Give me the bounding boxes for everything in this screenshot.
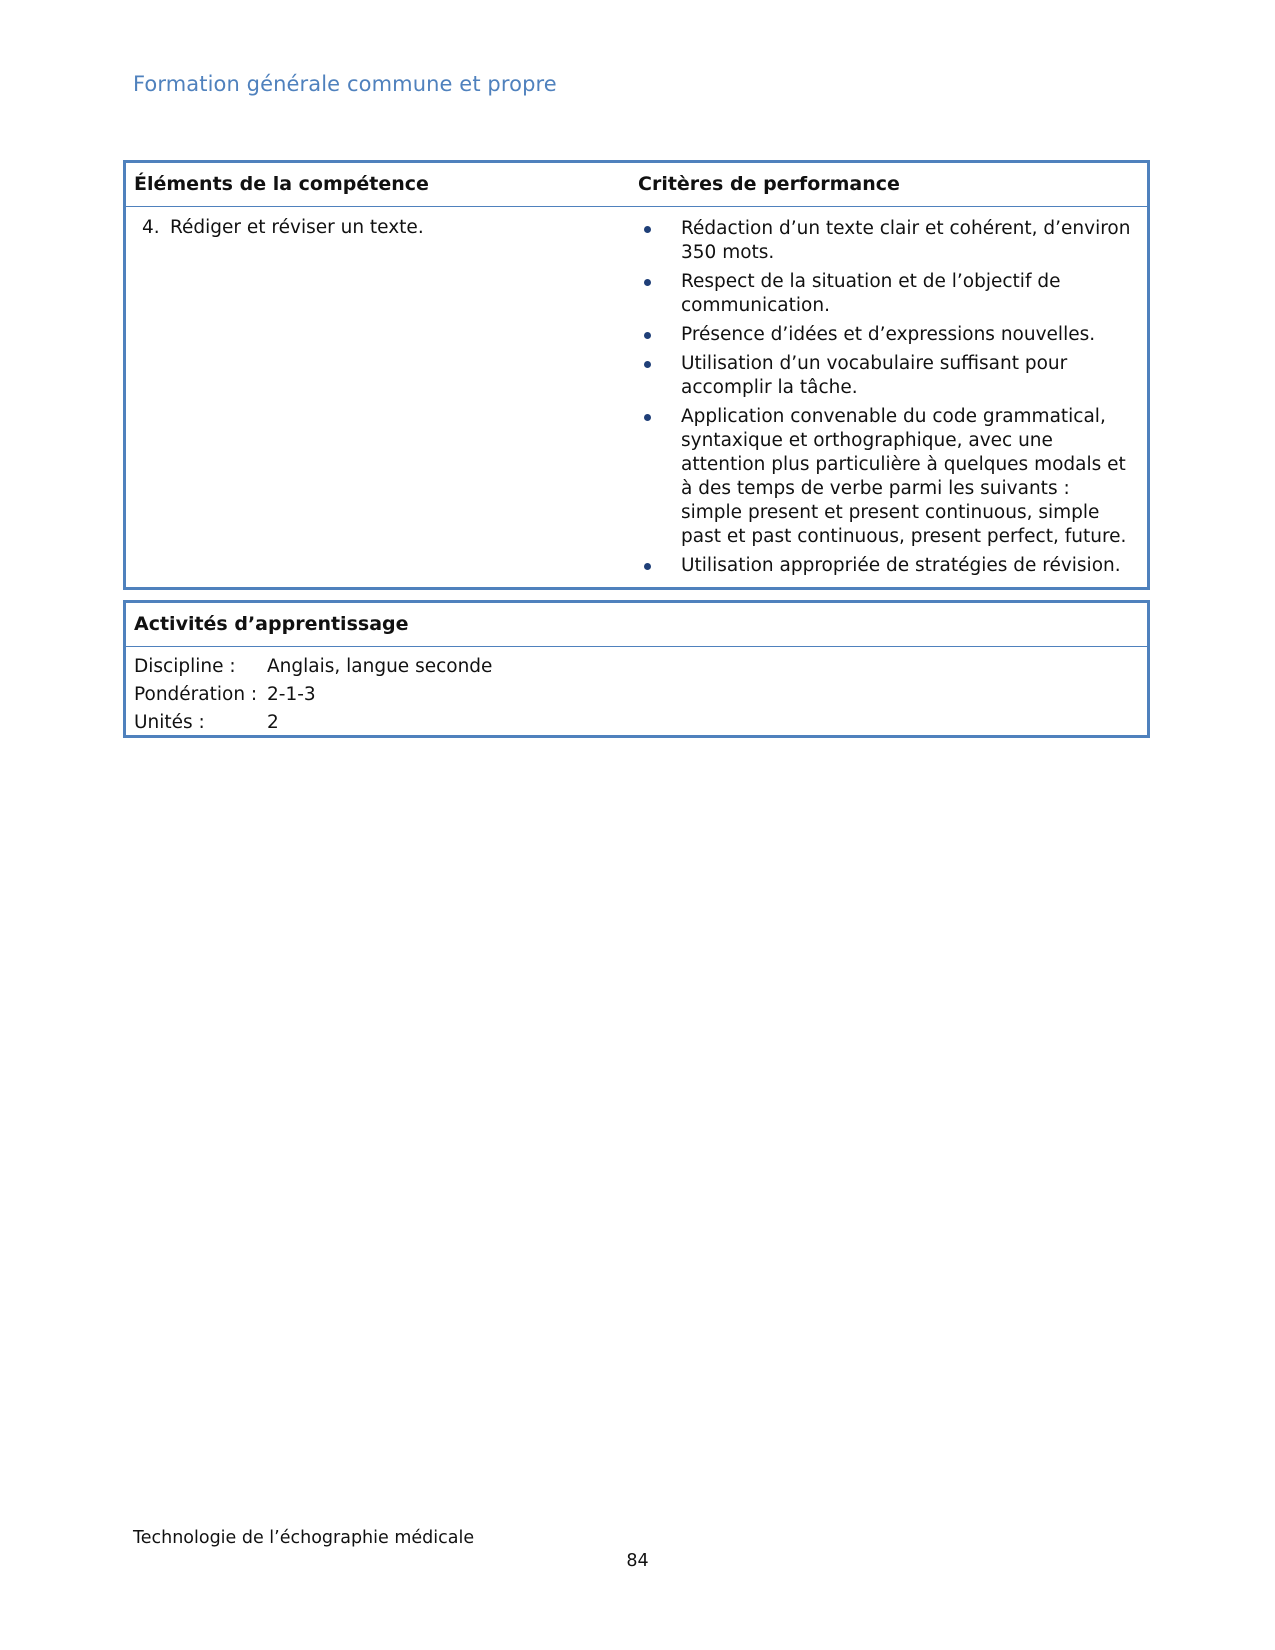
page-number: 84 [626, 1551, 649, 1571]
bullet-icon [644, 414, 651, 421]
criteria-text: Rédaction d’un texte clair et cohérent, d’environ 350 mots. [681, 218, 1131, 263]
bullet-icon [644, 226, 651, 233]
discipline-value: Anglais, langue seconde [267, 656, 493, 677]
criteria-item [638, 270, 1147, 318]
bullet-icon [644, 279, 651, 286]
activities-title: Activités d’apprentissage [126, 603, 1147, 647]
criteria-item [638, 352, 1147, 400]
criteria-item [638, 323, 1147, 347]
bullet-icon [644, 563, 651, 570]
criteria-text: Application convenable du code grammatical, syntaxique et orthographique, avec une attention plus particulière à quelques modals et à des temps de verbe parmi les suivants : simple present et present continuous, simple past et past continuous, present perfect, future. [681, 406, 1127, 547]
criteria-text: Respect de la situation et de l’objectif de communication. [681, 271, 1061, 316]
unites-value: 2 [267, 712, 279, 733]
competence-table [123, 160, 1150, 590]
bullet-icon [644, 332, 651, 339]
element-item [134, 207, 638, 238]
criteria-item [638, 554, 1147, 578]
unites-row [134, 709, 1147, 737]
criteria-text: Utilisation d’un vocabulaire suffisant pour accomplir la tâche. [681, 353, 1068, 398]
competence-table-body [126, 207, 1147, 587]
elements-column-header: Éléments de la compétence [134, 173, 429, 195]
activities-table [123, 600, 1150, 738]
criteria-item [638, 217, 1147, 265]
ponderation-row [134, 681, 1147, 709]
criteria-column-header: Critères de performance [638, 173, 900, 195]
page-header-title: Formation générale commune et propre [133, 72, 557, 96]
element-number: 4. [142, 217, 160, 238]
activities-rows [126, 647, 1147, 737]
ponderation-label: Pondération : [134, 684, 258, 705]
unites-label: Unités : [134, 712, 205, 733]
discipline-label: Discipline : [134, 656, 236, 677]
criteria-text: Présence d’idées et d’expressions nouvelles. [681, 324, 1096, 345]
element-label: Rédiger et réviser un texte. [170, 217, 424, 238]
criteria-cell [638, 207, 1147, 583]
criteria-text: Utilisation appropriée de stratégies de révision. [681, 555, 1121, 576]
element-cell [126, 207, 638, 583]
ponderation-value: 2-1-3 [267, 684, 316, 705]
discipline-row [134, 653, 1147, 681]
competence-table-header [126, 163, 1147, 207]
criteria-item [638, 405, 1147, 549]
bullet-icon [644, 361, 651, 368]
criteria-list [638, 207, 1147, 578]
footer-program-name: Technologie de l’échographie médicale [133, 1528, 475, 1548]
